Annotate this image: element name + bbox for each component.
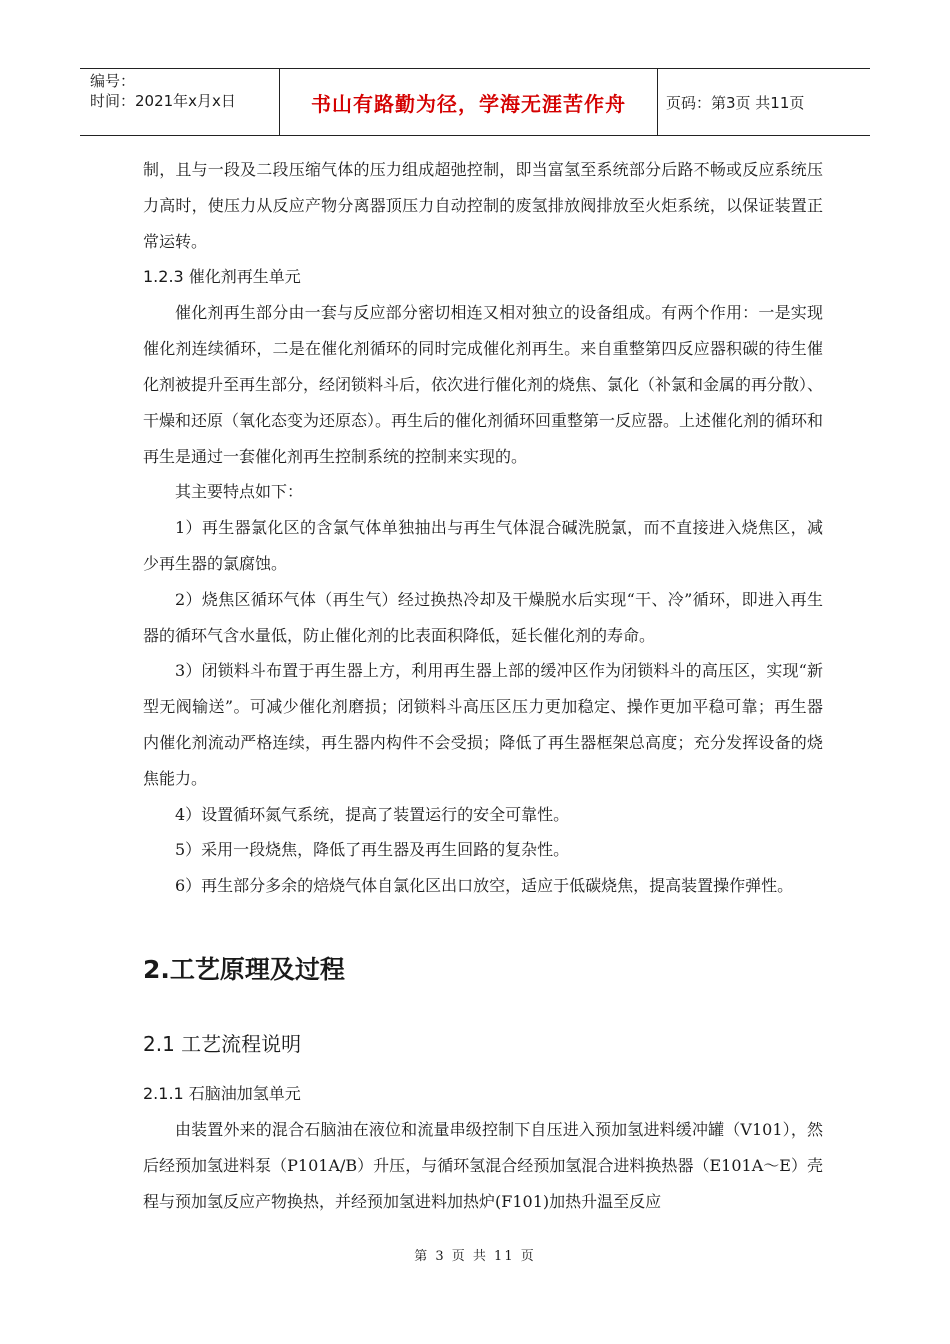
section-1-2-3-heading: 1.2.3 催化剂再生单元 <box>143 267 301 287</box>
document-code-label: 编号： <box>90 72 136 90</box>
section-2-1-heading: 2.1 工艺流程说明 <box>143 1032 302 1056</box>
header-page-info: 页码：第3页 共11页 <box>666 93 805 112</box>
feature-item-5: 5）采用一段烧焦，降低了再生器及再生回路的复杂性。 <box>175 840 570 860</box>
header-meta <box>80 69 280 135</box>
section-2-1-1-heading: 2.1.1 石脑油加氢单元 <box>143 1084 301 1103</box>
feature-item-2: 2）烧焦区循环气体（再生气）经过换热冷却及干燥脱水后实现“干、冷”循环，即进入再生器的循环气含水量低，防止催化剂的比表面积降低，延长催化剂的寿命。 <box>143 589 823 645</box>
intro-paragraph: 制，且与一段及二段压缩气体的压力组成超弛控制，即当富氢至系统部分后路不畅或反应系统压力高时，使压力从反应产物分离器顶压力自动控制的废氢排放阀排放至火炬系统，以保证装置正常运转。 <box>143 160 823 251</box>
feature-item-3: 3）闭锁料斗布置于再生器上方，利用再生器上部的缓冲区作为闭锁料斗的高压区，实现“新型无阀输送”。可减少催化剂磨损；闭锁料斗高压区压力更加稳定、操作更加平稳可靠；再生器内催化剂流动严格连续，再生器内构件不会受损；降低了再生器框架总高度；充分发挥设备的烧焦能力。 <box>143 661 823 788</box>
section-2-1-1-paragraph: 由装置外来的混合石脑油在液位和流量串级控制下自压进入预加氢进料缓冲罐（V101），然后经预加氢进料泵（P101A/B）升压，与循环氢混合经预加氢混合进料换热器（E101A～E）壳程与预加氢反应产物换热，并经预加氢进料加热炉(F101)加热升温至反应 <box>143 1120 823 1211</box>
page-footer: 第 3 页 共 11 页 <box>414 1249 536 1264</box>
main-content <box>143 152 823 904</box>
features-intro: 其主要特点如下： <box>175 482 304 502</box>
feature-item-4: 4）设置循环氮气系统，提高了装置运行的安全可靠性。 <box>175 804 570 824</box>
feature-item-6: 6）再生部分多余的焙烧气体自氯化区出口放空，适应于低碳烧焦，提高装置操作弹性。 <box>175 876 794 896</box>
page-header <box>80 68 870 136</box>
section-2-heading: 2.工艺原理及过程 <box>143 955 345 984</box>
feature-item-1: 1）再生器氯化区的含氯气体单独抽出与再生气体混合碱洗脱氯，而不直接进入烧焦区，减少再生器的氯腐蚀。 <box>143 518 823 573</box>
section-2-1-1 <box>143 1076 823 1219</box>
section-1-2-3-paragraph: 催化剂再生部分由一套与反应部分密切相连又相对独立的设备组成。有两个作用：一是实现催化剂连续循环，二是在催化剂循环的同时完成催化剂再生。来自重整第四反应器积碳的待生催化剂被提升至再生部分，经闭锁料斗后，依次进行催化剂的烧焦、氯化（补氯和金属的再分散）、干燥和还原（氧化态变为还原态）。再生后的催化剂循环回重整第一反应器。上述催化剂的循环和再生是通过一套催化剂再生控制系统的控制来实现的。 <box>143 303 824 466</box>
document-date: 时间：2021年x月x日 <box>90 92 236 110</box>
header-motto: 书山有路勤为径，学海无涯苦作舟 <box>311 91 626 116</box>
header-motto-cell <box>280 69 658 135</box>
